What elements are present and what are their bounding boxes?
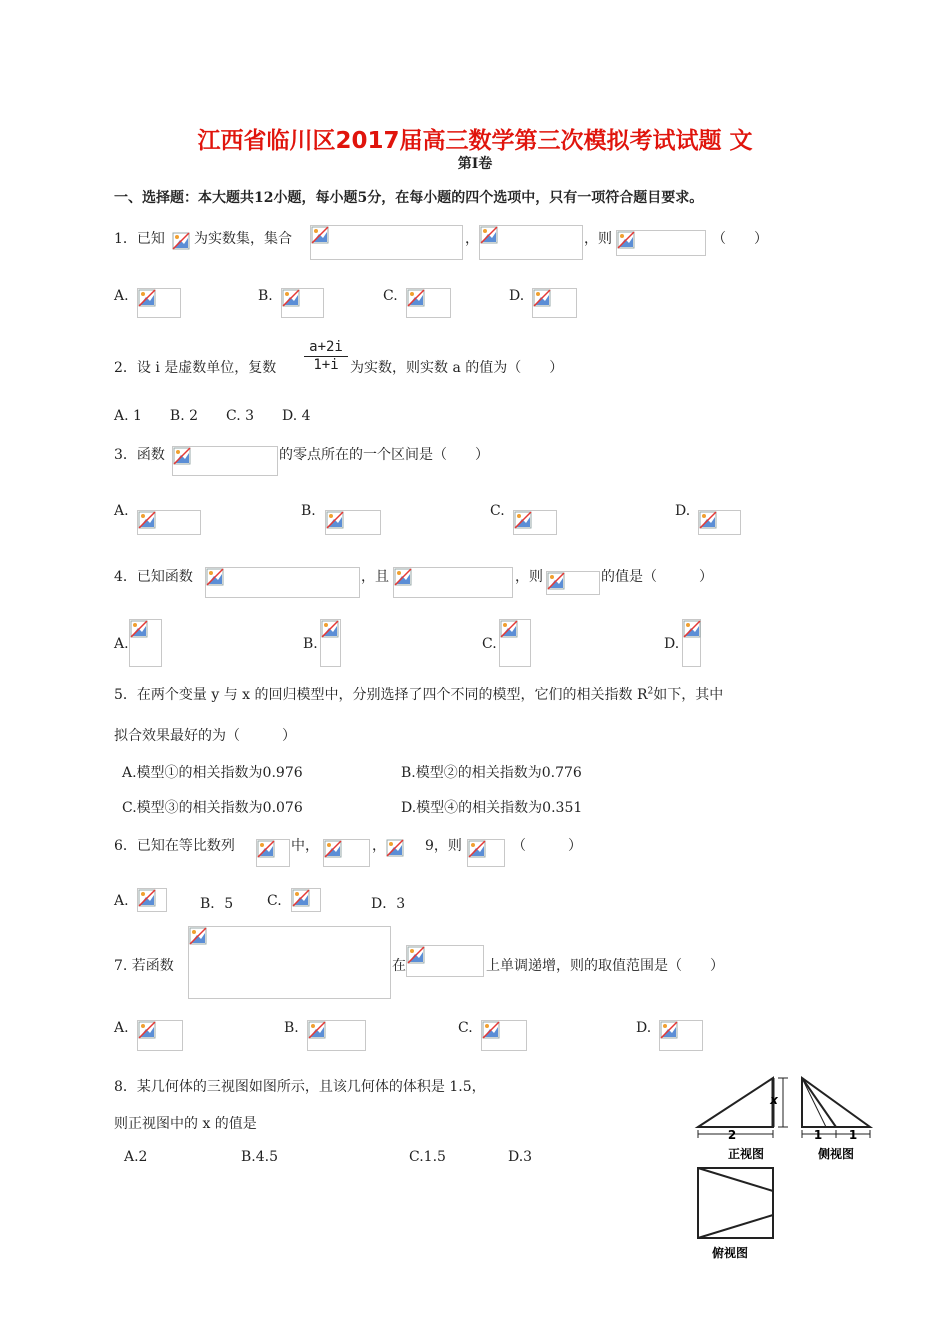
- part-heading: 第Ⅰ卷: [457, 156, 493, 172]
- q1-text-4: ，则: [584, 231, 612, 247]
- image-placeholder: [188, 926, 391, 999]
- broken-image-icon: [308, 1021, 326, 1039]
- broken-image-icon: [206, 568, 224, 586]
- image-placeholder: [659, 1020, 703, 1051]
- section-heading: 一、选择题：本大题共12小题，每小题5分，在每小题的四个选项中，只有一项符合题目要求。: [114, 190, 704, 206]
- q8-option-d: D.3: [508, 1149, 533, 1165]
- broken-image-icon: [138, 1021, 156, 1039]
- broken-image-icon: [699, 511, 717, 529]
- front-view: [698, 1078, 773, 1127]
- q8-option-c: C.1.5: [409, 1149, 446, 1165]
- q4-text-1: 4．已知函数: [114, 569, 193, 585]
- front-dim-label: 2: [727, 1128, 737, 1142]
- broken-image-icon: [407, 946, 425, 964]
- q6-paren: （ ）: [512, 838, 582, 854]
- q7-text-2: 在: [392, 958, 406, 974]
- q5-line-1-text: 5．在两个变量 y 与 x 的回归模型中，分别选择了四个不同的模型，它们的相关指数 R: [114, 687, 648, 703]
- image-placeholder: [616, 230, 706, 256]
- broken-image-icon: [386, 839, 404, 857]
- q1-option-d: D.: [509, 288, 525, 304]
- q3-text-2: 的零点所在的一个区间是（ ）: [279, 447, 489, 463]
- q4-text-4: 的值是（ ）: [601, 569, 713, 585]
- complex-fraction: [304, 339, 348, 373]
- broken-image-icon: [292, 889, 310, 907]
- fraction-numerator: a+2i: [304, 339, 348, 357]
- image-placeholder: [137, 1020, 183, 1051]
- q4-option-b: B.: [303, 636, 318, 652]
- image-placeholder: [137, 288, 181, 318]
- image-placeholder: [323, 839, 370, 867]
- broken-image-icon: [324, 840, 342, 858]
- q6-text-4: 9，则: [425, 838, 462, 854]
- broken-image-icon: [138, 889, 156, 907]
- q7-option-a: A.: [114, 1020, 129, 1036]
- q6-option-a: A.: [114, 893, 129, 909]
- image-placeholder: [481, 1020, 527, 1051]
- top-view: [698, 1168, 773, 1238]
- q4-option-a: A.: [114, 636, 129, 652]
- image-placeholder: [172, 446, 278, 476]
- q7-option-b: B.: [284, 1020, 299, 1036]
- side-view: [802, 1078, 870, 1127]
- q1-text-2: 为实数集，集合: [194, 231, 292, 247]
- broken-image-icon: [683, 620, 701, 638]
- broken-image-icon: [547, 572, 565, 590]
- broken-image-icon: [138, 289, 156, 307]
- image-placeholder: [205, 567, 360, 598]
- three-view-figure: [690, 1070, 890, 1270]
- q8-option-b: B.4.5: [241, 1149, 279, 1165]
- q1-text-3: ，: [465, 231, 479, 247]
- q1-text-1: 1．已知: [114, 231, 165, 247]
- broken-image-icon: [189, 927, 207, 945]
- image-placeholder: [406, 288, 451, 318]
- broken-image-icon: [660, 1021, 678, 1039]
- image-placeholder: [172, 232, 194, 254]
- image-placeholder: [307, 1020, 366, 1051]
- image-placeholder: [393, 567, 513, 598]
- broken-image-icon: [617, 231, 635, 249]
- side-view-label: 侧视图: [818, 1147, 855, 1161]
- q7-text-1: 7. 若函数: [114, 958, 174, 974]
- q7-option-d: D.: [636, 1020, 652, 1036]
- image-placeholder: [513, 510, 557, 535]
- broken-image-icon: [321, 620, 339, 638]
- image-placeholder: [281, 288, 324, 318]
- broken-image-icon: [173, 447, 191, 465]
- broken-image-icon: [138, 511, 156, 529]
- q6-text-1: 6．已知在等比数列: [114, 838, 235, 854]
- page-title: 江西省临川区2017届高三数学第三次模拟考试试题 文: [197, 128, 753, 154]
- broken-image-icon: [468, 840, 486, 858]
- q5-line-1: [114, 684, 723, 704]
- q1-paren: （ ）: [712, 231, 768, 247]
- q1-option-a: A.: [114, 288, 129, 304]
- q1-option-c: C.: [383, 288, 398, 304]
- q2-options: A. 1 B. 2 C. 3 D. 4: [114, 408, 311, 424]
- image-placeholder: [406, 945, 484, 977]
- image-placeholder: [325, 510, 381, 535]
- broken-image-icon: [482, 1021, 500, 1039]
- broken-image-icon: [282, 289, 300, 307]
- broken-image-icon: [514, 511, 532, 529]
- image-placeholder: [310, 225, 463, 260]
- front-view-label: 正视图: [728, 1147, 765, 1161]
- image-placeholder: [129, 619, 162, 667]
- image-placeholder: [698, 510, 741, 535]
- broken-image-icon: [407, 289, 425, 307]
- q5-option-d: D.模型④的相关指数为0.351: [401, 800, 583, 816]
- q8-line-1: 8．某几何体的三视图如图所示，且该几何体的体积是 1.5，: [114, 1079, 486, 1095]
- broken-image-icon: [500, 620, 518, 638]
- q3-option-a: A.: [114, 503, 129, 519]
- q5-line-2: 拟合效果最好的为（ ）: [114, 728, 296, 744]
- q3-option-d: D.: [675, 503, 691, 519]
- broken-image-icon: [533, 289, 551, 307]
- q3-option-b: B.: [301, 503, 316, 519]
- q1-option-b: B.: [258, 288, 273, 304]
- q4-option-d: D.: [664, 636, 680, 652]
- q4-text-3: ，则: [515, 569, 543, 585]
- broken-image-icon: [326, 511, 344, 529]
- q7-text-3: 上单调递增，则的取值范围是（ ）: [486, 958, 724, 974]
- top-view-label: 俯视图: [712, 1246, 749, 1260]
- x-label: x: [770, 1093, 778, 1107]
- side-dimensions: [802, 1130, 870, 1138]
- image-placeholder: [546, 571, 600, 595]
- q5-option-c: C.模型③的相关指数为0.076: [122, 800, 303, 816]
- q8-line-2: 则正视图中的 x 的值是: [114, 1116, 257, 1132]
- broken-image-icon: [480, 226, 498, 244]
- q5-line-1-end: 如下，其中: [653, 687, 724, 703]
- broken-image-icon: [172, 232, 190, 250]
- image-placeholder: [479, 225, 583, 260]
- image-placeholder: [467, 839, 505, 867]
- q3-text-1: 3．函数: [114, 447, 165, 463]
- q5-option-a: A.模型①的相关指数为0.976: [122, 765, 303, 781]
- image-placeholder: [320, 619, 341, 667]
- image-placeholder: [499, 619, 531, 667]
- image-placeholder: [137, 510, 201, 535]
- broken-image-icon: [394, 568, 412, 586]
- q6-option-d: D．3: [371, 896, 406, 912]
- image-placeholder: [682, 619, 701, 667]
- side-dim-right: 1: [848, 1128, 858, 1142]
- q7-option-c: C.: [458, 1020, 473, 1036]
- q4-text-2: ，且: [361, 569, 389, 585]
- image-placeholder: [386, 839, 424, 867]
- q6-text-3: ，: [372, 838, 386, 854]
- q3-option-c: C.: [490, 503, 505, 519]
- q4-option-c: C.: [482, 636, 497, 652]
- q8-option-a: A.2: [124, 1149, 148, 1165]
- image-placeholder: [291, 888, 321, 912]
- q6-text-2: 中，: [291, 838, 319, 854]
- side-dim-left: 1: [813, 1128, 823, 1142]
- q5-option-b: B.模型②的相关指数为0.776: [401, 765, 582, 781]
- fraction-denominator: 1+i: [313, 357, 339, 373]
- q2-text-2: 为实数，则实数 a 的值为（ ）: [350, 360, 564, 376]
- q6-option-c: C.: [267, 893, 282, 909]
- image-placeholder: [532, 288, 577, 318]
- broken-image-icon: [257, 840, 275, 858]
- r-squared-superscript: 2: [647, 686, 654, 697]
- broken-image-icon: [130, 620, 148, 638]
- image-placeholder: [256, 839, 290, 867]
- image-placeholder: [137, 888, 167, 912]
- q6-option-b: B．5: [200, 896, 234, 912]
- q2-text-1: 2．设 i 是虚数单位，复数: [114, 360, 277, 376]
- broken-image-icon: [311, 226, 329, 244]
